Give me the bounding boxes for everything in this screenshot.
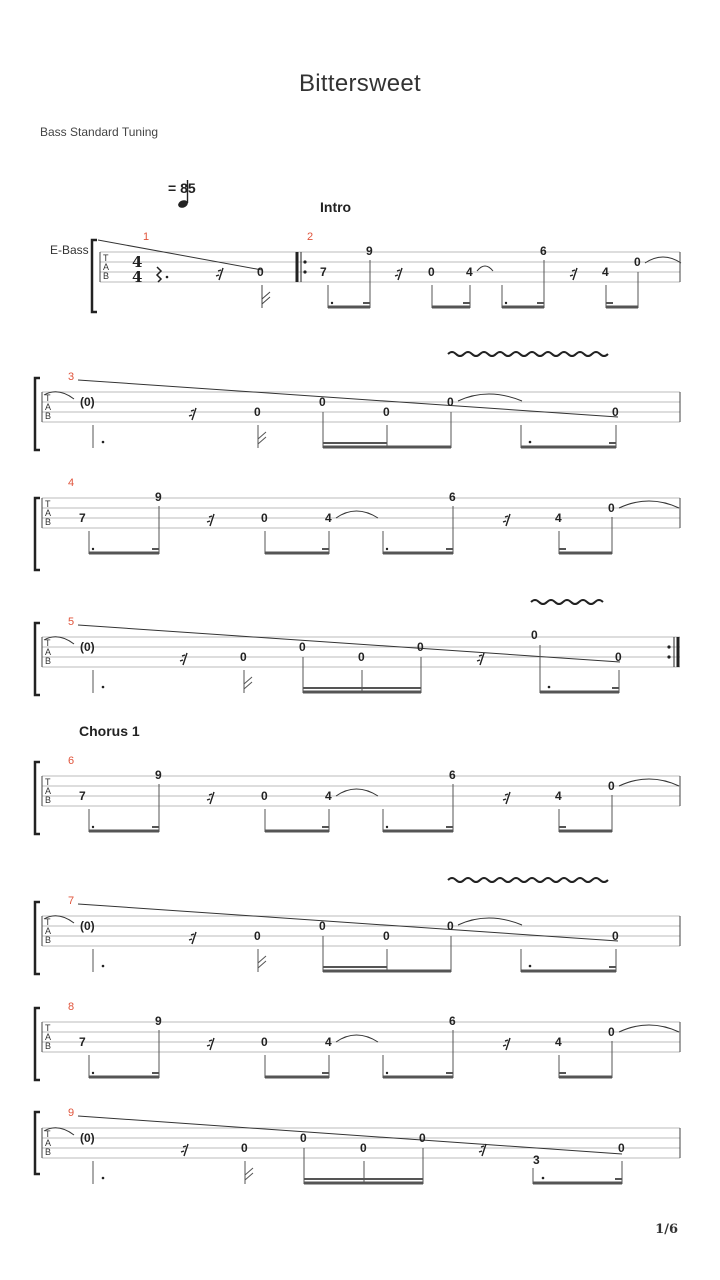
fret-number: 6 <box>540 244 547 258</box>
fret-number: 0 <box>615 650 622 664</box>
measure-number: 6 <box>68 755 75 767</box>
note-stems-beams <box>89 506 612 554</box>
tie <box>336 1035 378 1042</box>
sixteenth-rest <box>503 514 510 526</box>
tab-staff-lines <box>42 392 680 422</box>
sixteenth-rest <box>503 1038 510 1050</box>
fret-number: (0) <box>80 1131 95 1145</box>
section-chorus-1: Chorus 1 <box>79 723 140 739</box>
fret-number: 9 <box>155 1014 162 1028</box>
sixteenth-rest <box>181 1144 188 1156</box>
tie <box>458 918 522 925</box>
fret-number: 6 <box>449 1014 456 1028</box>
measure-number: 2 <box>307 231 314 243</box>
fret-number: 6 <box>449 768 456 782</box>
slide-line <box>78 904 618 941</box>
note-stems-beams <box>89 1030 612 1078</box>
fret-number: 0 <box>241 1141 248 1155</box>
tie <box>336 789 378 796</box>
tie <box>477 266 493 271</box>
tab-letter-b: B <box>45 517 52 527</box>
system-bracket <box>35 902 40 974</box>
tab-staff-lines <box>42 498 680 528</box>
fret-number: 4 <box>325 789 332 803</box>
fret-number: 0 <box>419 1131 426 1145</box>
fret-number: 4 <box>325 1035 332 1049</box>
time-signature-bottom: 4 <box>132 268 143 286</box>
tab-letter-a: A <box>45 926 52 936</box>
tab-system-8 <box>0 1098 720 1198</box>
measure-number: 4 <box>68 477 75 489</box>
tab-staff-lines <box>42 1022 680 1052</box>
note-stems-beams <box>93 412 616 448</box>
tab-system-1 <box>0 230 720 320</box>
system-bracket <box>35 498 40 570</box>
tab-system-3 <box>0 470 720 580</box>
fret-number: 0 <box>608 779 615 793</box>
fret-number: 0 <box>254 929 261 943</box>
fret-number: 0 <box>240 650 247 664</box>
tab-letter-b: B <box>45 795 52 805</box>
fret-number: 7 <box>320 265 327 279</box>
tuning-label: Bass Standard Tuning <box>40 125 159 139</box>
fret-number: 0 <box>254 405 261 419</box>
vibrato-marking <box>448 352 608 356</box>
fret-number: 0 <box>319 395 326 409</box>
tie <box>619 501 679 508</box>
fret-number: 0 <box>261 789 268 803</box>
fret-number: 0 <box>417 640 424 654</box>
fret-number: 0 <box>447 919 454 933</box>
fret-number: (0) <box>80 640 95 654</box>
fret-number: 0 <box>618 1141 625 1155</box>
sixteenth-rest <box>189 932 196 944</box>
fret-number: 0 <box>531 628 538 642</box>
fret-number: 4 <box>555 1035 562 1049</box>
tab-staff-lines <box>42 776 680 806</box>
system-bracket <box>35 378 40 450</box>
note-flag <box>262 292 270 304</box>
measure-number: 8 <box>68 1001 75 1013</box>
tab-system-5 <box>0 748 720 858</box>
tempo-value: = 85 <box>168 180 196 196</box>
tab-letter-t: T <box>45 393 51 403</box>
tab-letter-a: A <box>45 786 52 796</box>
system-bracket <box>92 240 97 312</box>
slide-line <box>78 380 618 417</box>
fret-number: 0 <box>447 395 454 409</box>
sixteenth-rest <box>207 792 214 804</box>
note-stems-beams <box>89 784 612 832</box>
fret-number: 0 <box>383 405 390 419</box>
fret-number: 0 <box>360 1141 367 1155</box>
sixteenth-rest <box>207 514 214 526</box>
sixteenth-rest <box>477 653 484 665</box>
fret-number: 0 <box>612 405 619 419</box>
system-bracket <box>35 1112 40 1174</box>
tab-letter-b: B <box>103 271 110 281</box>
tab-letter-b: B <box>45 1041 52 1051</box>
sixteenth-rest <box>503 792 510 804</box>
note-stems-beams <box>93 645 619 693</box>
fret-number: 0 <box>300 1131 307 1145</box>
tab-letter-a: A <box>45 647 52 657</box>
note-stems-beams <box>93 936 616 972</box>
quarter-rest <box>157 267 161 282</box>
tab-staff-lines <box>42 916 680 946</box>
tab-letter-t: T <box>45 917 51 927</box>
fret-number: 4 <box>555 511 562 525</box>
fret-number: 4 <box>555 789 562 803</box>
fret-number: 9 <box>155 490 162 504</box>
tab-letter-b: B <box>45 656 52 666</box>
tab-letter-t: T <box>45 499 51 509</box>
measure-number: 3 <box>68 371 75 383</box>
measure-number: 9 <box>68 1107 75 1119</box>
tie <box>336 511 378 518</box>
fret-number: 6 <box>449 490 456 504</box>
tab-letter-a: A <box>45 1138 52 1148</box>
fret-number: 0 <box>257 265 264 279</box>
tab-letter-a: A <box>45 402 52 412</box>
tab-letter-b: B <box>45 1147 52 1157</box>
fret-number: 4 <box>466 265 473 279</box>
fret-number: 0 <box>319 919 326 933</box>
tab-system-6 <box>0 874 720 984</box>
sixteenth-rest <box>207 1038 214 1050</box>
fret-number: 0 <box>261 1035 268 1049</box>
tie <box>619 1025 679 1032</box>
system-bracket <box>35 762 40 834</box>
fret-number: 4 <box>325 511 332 525</box>
measure-number: 5 <box>68 616 75 628</box>
fret-number: 0 <box>608 501 615 515</box>
measure-number: 1 <box>143 231 150 243</box>
fret-number: 9 <box>155 768 162 782</box>
slide-line <box>98 240 262 270</box>
fret-number: 4 <box>602 265 609 279</box>
fret-number: 0 <box>634 255 641 269</box>
fret-number: (0) <box>80 395 95 409</box>
page-number: 1/6 <box>655 1222 678 1237</box>
tab-letter-a: A <box>103 262 110 272</box>
fret-number: 0 <box>299 640 306 654</box>
tie <box>619 779 679 786</box>
tab-letter-t: T <box>45 1129 51 1139</box>
slide-line <box>78 625 620 662</box>
fret-number: 0 <box>383 929 390 943</box>
tie <box>458 394 522 401</box>
time-signature-top: 4 <box>132 253 143 271</box>
fret-number: (0) <box>80 919 95 933</box>
tab-system-2 <box>0 350 720 460</box>
fret-number: 0 <box>261 511 268 525</box>
tab-letter-a: A <box>45 1032 52 1042</box>
sixteenth-rest <box>216 268 223 280</box>
sixteenth-rest <box>189 408 196 420</box>
fret-number: 7 <box>79 511 86 525</box>
vibrato-marking <box>531 600 603 604</box>
sixteenth-rest <box>180 653 187 665</box>
note-stems-beams <box>328 260 638 308</box>
fret-number: 0 <box>428 265 435 279</box>
fret-number: 9 <box>366 244 373 258</box>
sixteenth-rest <box>570 268 577 280</box>
instrument-label: E-Bass <box>50 243 89 257</box>
fret-number: 0 <box>358 650 365 664</box>
tab-letter-t: T <box>103 253 109 263</box>
tab-letter-t: T <box>45 1023 51 1033</box>
fret-number: 7 <box>79 789 86 803</box>
fret-number: 3 <box>533 1153 540 1167</box>
fret-number: 7 <box>79 1035 86 1049</box>
system-bracket <box>35 623 40 695</box>
tab-letter-t: T <box>45 777 51 787</box>
tab-letter-b: B <box>45 935 52 945</box>
vibrato-marking <box>448 878 608 882</box>
fret-number: 0 <box>612 929 619 943</box>
system-bracket <box>35 1008 40 1080</box>
measure-number: 7 <box>68 895 75 907</box>
tab-letter-b: B <box>45 411 52 421</box>
fret-number: 0 <box>608 1025 615 1039</box>
sixteenth-rest <box>395 268 402 280</box>
tab-letter-a: A <box>45 508 52 518</box>
sixteenth-rest <box>479 1144 486 1156</box>
tab-letter-t: T <box>45 638 51 648</box>
section-intro: Intro <box>320 199 352 215</box>
tab-system-4 <box>0 595 720 705</box>
tab-system-7 <box>0 994 720 1104</box>
song-title: Bittersweet <box>298 70 421 97</box>
